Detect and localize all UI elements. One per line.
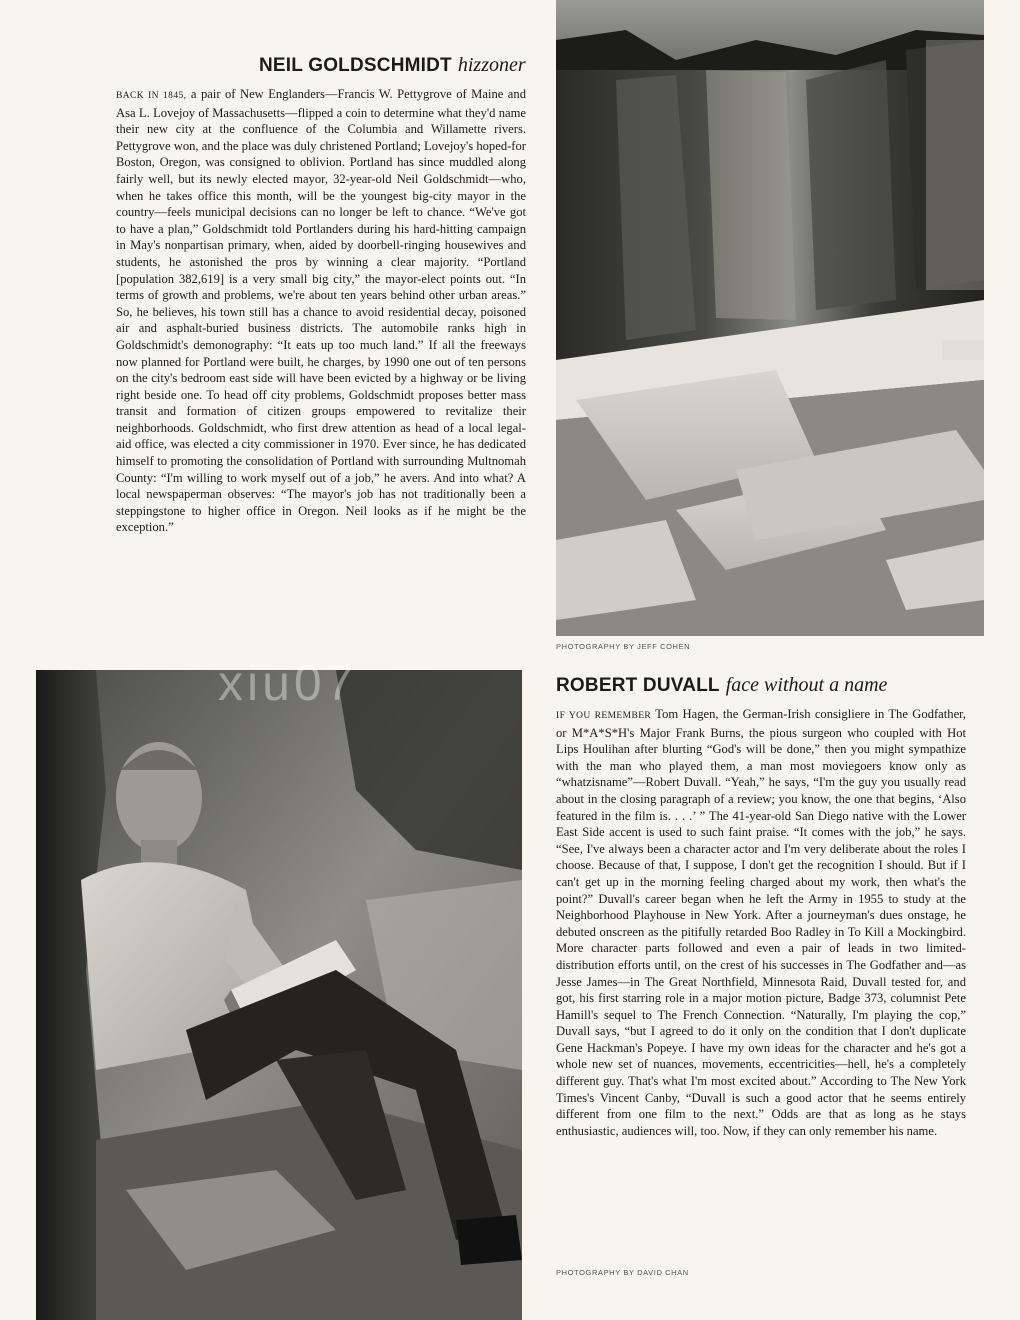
article2-name: ROBERT DUVALL	[556, 675, 720, 696]
article1-tagline: hizzoner	[457, 54, 526, 76]
fountain-photo-image	[556, 0, 984, 636]
article1-headline	[259, 52, 526, 78]
article1-photo-credit: PHOTOGRAPHY BY JEFF COHEN	[556, 642, 691, 651]
article1-lead: BACK IN 1845,	[116, 91, 187, 101]
article2-text: Tom Hagen, the German-Irish consigliere in The Godfather, or M*A*S*H's Major Frank Burns, the pious surgeon who coupled with Hot Lips Houlihan after blurting “God's will be done,” then you might sympathize with the man who played them, a man most moviegoers know only as “whatzisname”—Robert Duvall. “Yeah,” he says, “I'm the guy you usually read about in the closing paragraph of a review; you know, the one that begins, ‘Also featured in the film is. . . .’ ” The 41-year-old San Diego native with the Lower East Side accent is used to such faint praise. “It comes with the job,” he says. “See, I've always been a character actor and I'm very deliberate about the roles I choose. Because of that, I suppose, I don't get the recognition I should. But if I can't get up in the morning feeling charged about my work, then what's the point?” Duvall's career began when he left the Army in 1955 to study at the Neighborhood Playhouse in New York. After a journeyman's dues onstage, he debuted onscreen as the pitifully retarded Boo Radley in To Kill a Mockingbird. More character parts followed and even a pair of leads in two limited-distribution efforts until, on the crest of his successes in The Godfather and—as Jesse James—in The Great Northfield, Minnesota Raid, Duvall tested for, and got, his first starring role in a major motion picture, Badge 373, columnist Pete Hamill's sequel to The French Connection. “Naturally, I'm playing the cop,” Duvall says, “but I agreed to do it only on the condition that I don't duplicate Gene Hackman's Popeye. I have my own ideas for the character and he's got a whole new set of nuances, movements, eccentricities—hell, he's a completely different guy. That's what I'm most excited about.” According to The New York Times's Vincent Canby, “Duvall is such a good actor that he seems entirely different from one film to the next.” Odds are that as long as he stays enthusiastic, audiences will, too. Now, if they can only remember his name.	[556, 707, 966, 1138]
fountain-photo	[556, 0, 984, 636]
article2-body	[556, 706, 966, 1139]
watermark: xiu07	[218, 655, 358, 711]
article1-name: NEIL GOLDSCHMIDT	[259, 55, 452, 76]
article2-lead: IF YOU REMEMBER	[556, 711, 652, 721]
article1-text: a pair of New Englanders—Francis W. Pettygrove of Maine and Asa L. Lovejoy of Massachusetts—flipped a coin to determine what they'd name their new city at the confluence of the Columbia and Willamette rivers. Pettygrove won, and the place was duly christened Portland; Lovejoy's hoped-for Boston, Oregon, was consigned to oblivion. Portland has since muddled along fairly well, but its newly elected mayor, 32-year-old Neil Goldschmidt—who, when he takes office this month, will be the youngest big-city mayor in the country—feels municipal decisions can no longer be left to chance. “We've got to have a plan,” Goldschmidt told Portlanders during his hard-hitting campaign in May's nonpartisan primary, when, aided by doorbell-ringing housewives and students, he astonished the pros by winning a clear majority. “Portland [population 382,619] is a very small big city,” the mayor-elect points out. “In terms of growth and problems, we're about ten years behind other urban areas.” So, he believes, his town still has a chance to avoid residential decay, poisoned air and asphalt-buried business districts. The automobile ranks high in Goldschmidt's demonography: “It eats up too much land.” If all the freeways now planned for Portland were built, he charges, by 1990 one out of ten persons on the city's bedroom east side will have been evicted by a highway or be living right beside one. To head off city problems, Goldschmidt proposes better mass transit and formation of citizen groups empowered to revitalize their neighborhoods. Goldschmidt, who first drew attention as head of a local legal-aid office, was elected a city commissioner in 1970. Ever since, he has dedicated himself to promoting the consolidation of Portland with surrounding Multnomah County: “I'm willing to work myself out of a job,” he avers. And into what? A local newspaperman observes: “The mayor's job has not traditionally been a steppingstone to higher office in Oregon. Neil looks as if he might be the exception.”	[116, 87, 526, 535]
article2-headline	[556, 672, 887, 698]
portrait-photo	[36, 670, 522, 1320]
article2-photo-credit: PHOTOGRAPHY BY DAVID CHAN	[556, 1268, 689, 1277]
article1-body	[116, 86, 526, 536]
article2-tagline: face without a name	[725, 674, 888, 696]
portrait-photo-image	[36, 670, 522, 1320]
